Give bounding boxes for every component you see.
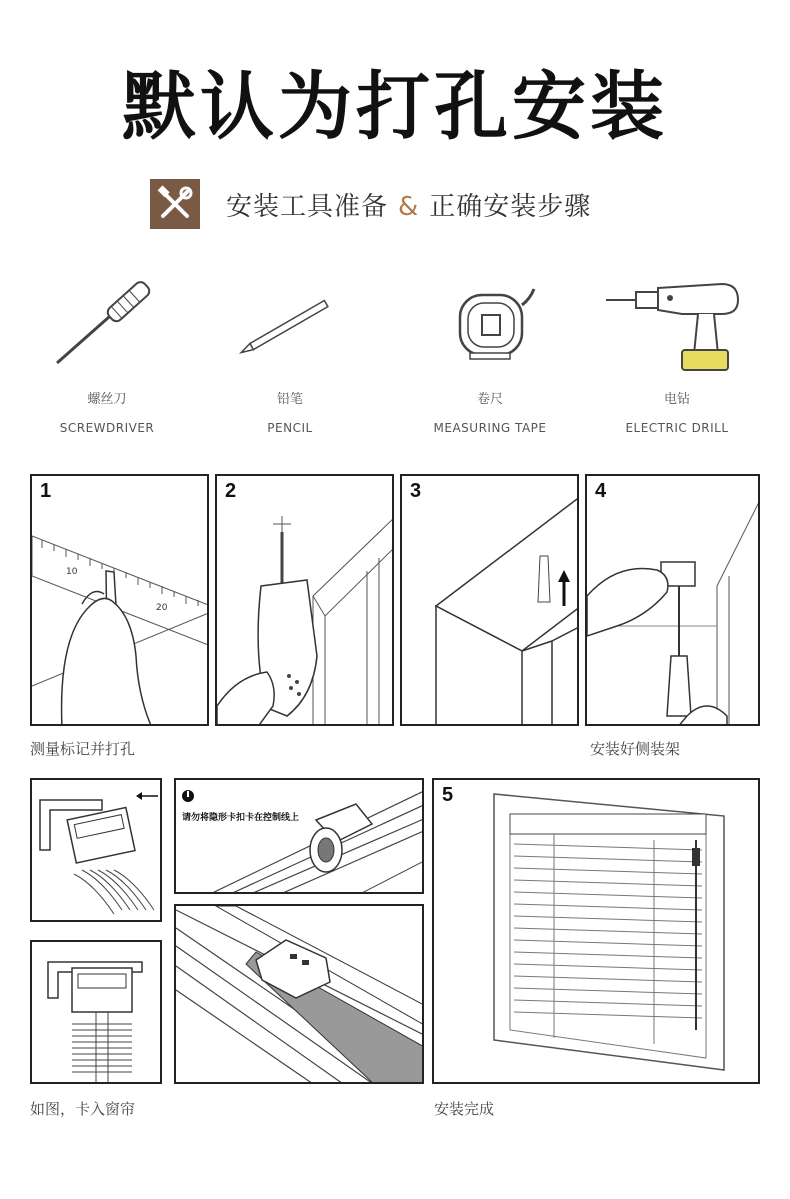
measure-mark-illustration xyxy=(32,476,209,726)
caption-bracket: 安装好侧装架 xyxy=(590,740,681,758)
step-number: 2 xyxy=(225,480,237,502)
pencil-icon xyxy=(205,270,375,380)
tool-label-zh: 铅笔 xyxy=(276,392,303,407)
tool-label-en: SCREWDRIVER xyxy=(59,421,155,435)
tool-label-en: ELECTRIC DRILL xyxy=(625,421,729,435)
clip-rail-panel xyxy=(174,904,424,1084)
step-number: 3 xyxy=(410,480,422,502)
caption-insert: 如图，卡入窗帘 xyxy=(30,1100,136,1118)
caption-done: 安装完成 xyxy=(434,1100,495,1118)
tool-measuring-tape xyxy=(405,270,575,435)
tool-label-en: PENCIL xyxy=(267,421,313,435)
tool-screwdriver xyxy=(22,270,192,435)
clip-on-headrail-illustration xyxy=(176,780,424,894)
clip-warning-panel xyxy=(174,778,424,894)
clip-warning-note: 请勿将隐形卡扣卡在控制线上 xyxy=(182,813,300,823)
step-5-panel xyxy=(432,778,760,1084)
screwdriver-icon xyxy=(22,270,192,380)
tool-label-zh: 电钻 xyxy=(663,392,690,407)
clip-rail-illustration xyxy=(176,906,424,1084)
caption-measure: 测量标记并打孔 xyxy=(30,740,136,758)
detail-panel-clipped xyxy=(30,940,162,1084)
tape-measure-icon xyxy=(405,270,575,380)
drill-icon xyxy=(592,270,762,380)
step-4-panel xyxy=(585,474,760,726)
tool-label-en: MEASURING TAPE xyxy=(433,421,547,435)
tool-label-zh: 螺丝刀 xyxy=(87,392,127,407)
step-number: 5 xyxy=(442,784,454,806)
step-2-panel xyxy=(215,474,394,726)
tool-electric-drill xyxy=(592,270,762,435)
bracket-screw-illustration xyxy=(587,476,760,726)
subtitle-amp: & xyxy=(398,191,420,222)
ruler-tick-label-10: 10 xyxy=(66,567,78,577)
finished-blind-illustration xyxy=(434,780,760,1084)
section-subtitle xyxy=(226,186,591,223)
ruler-tick-label-20: 20 xyxy=(156,603,168,613)
anchor-insert-illustration xyxy=(402,476,579,726)
headrail-slide-illustration xyxy=(32,780,162,922)
page-title: 默认为打孔安装 xyxy=(122,64,668,150)
tool-pencil xyxy=(205,270,375,435)
step-number: 1 xyxy=(40,480,52,502)
step-3-panel xyxy=(400,474,579,726)
drill-hole-illustration xyxy=(217,476,394,726)
subtitle-part2: 正确安装步骤 xyxy=(429,191,592,222)
step-1-panel xyxy=(30,474,209,726)
subtitle-part1: 安装工具准备 xyxy=(226,191,389,222)
headrail-clipped-illustration xyxy=(32,942,162,1084)
detail-panel-slide-in xyxy=(30,778,162,922)
section-header xyxy=(150,178,591,230)
tool-label-zh: 卷尺 xyxy=(476,392,503,407)
tools-icon xyxy=(150,179,200,229)
step-number: 4 xyxy=(595,480,607,502)
